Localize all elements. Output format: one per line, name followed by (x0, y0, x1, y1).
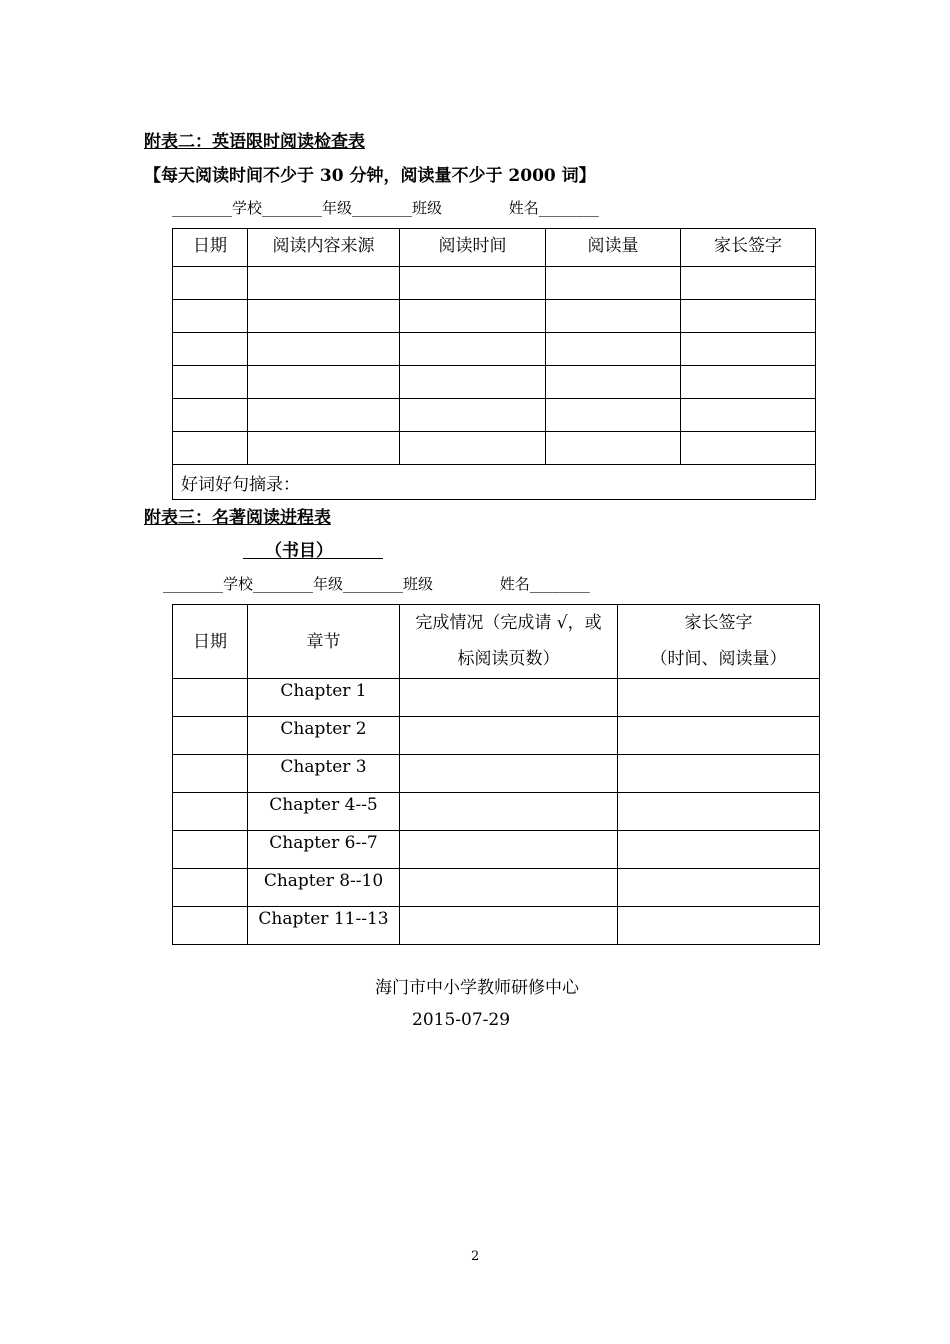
header-date: 日期 (173, 229, 248, 267)
date-cell[interactable] (173, 831, 248, 869)
cell[interactable] (248, 267, 400, 300)
table-row (173, 717, 820, 755)
date-cell[interactable] (173, 755, 248, 793)
cell[interactable] (248, 432, 400, 465)
signature-cell[interactable] (618, 755, 820, 793)
table-row (173, 869, 820, 907)
cell[interactable] (248, 300, 400, 333)
cell[interactable] (173, 333, 248, 366)
header-time: 阅读时间 (400, 229, 546, 267)
notes-cell[interactable] (173, 465, 816, 500)
date-cell[interactable] (173, 679, 248, 717)
header-chapter: 章节 (248, 605, 400, 679)
cell[interactable] (546, 432, 681, 465)
table-row (173, 831, 820, 869)
cell[interactable] (546, 366, 681, 399)
cell[interactable] (681, 333, 816, 366)
table-header-row (173, 605, 820, 679)
date-cell[interactable] (173, 869, 248, 907)
footer-organization: 海门市中小学教师研修中心 (375, 978, 579, 998)
cell[interactable] (400, 333, 546, 366)
section2-requirement: 【每天阅读时间不少于 30 分钟，阅读量不少于 2000 词】 (144, 166, 596, 186)
table-row (173, 267, 816, 300)
cell[interactable] (400, 366, 546, 399)
cell[interactable] (400, 267, 546, 300)
book-label: （书目） (265, 541, 333, 561)
header-completion-line2: 标阅读页数） (457, 649, 560, 669)
cell[interactable] (400, 300, 546, 333)
table-row (173, 907, 820, 945)
cell[interactable] (400, 432, 546, 465)
cell[interactable] (546, 399, 681, 432)
table-row (173, 432, 816, 465)
cell[interactable] (173, 432, 248, 465)
table-row (173, 300, 816, 333)
header-signature-line1: 家长签字 (684, 613, 753, 633)
table-row (173, 793, 820, 831)
notes-label: 好词好句摘录： (181, 474, 300, 495)
date-cell[interactable] (173, 717, 248, 755)
chapter-cell: Chapter 2 (248, 717, 400, 755)
header-signature: 家长签字 (681, 229, 816, 267)
cell[interactable] (173, 267, 248, 300)
cell[interactable] (173, 399, 248, 432)
header-source: 阅读内容来源 (248, 229, 400, 267)
chapter-cell: Chapter 1 (248, 679, 400, 717)
chapter-cell: Chapter 4--5 (248, 793, 400, 831)
table-row (173, 333, 816, 366)
section2-title: 附表二：英语限时阅读检查表 (144, 132, 365, 152)
chapter-cell: Chapter 3 (248, 755, 400, 793)
cell[interactable] (681, 399, 816, 432)
cell[interactable] (681, 366, 816, 399)
signature-cell[interactable] (618, 869, 820, 907)
date-cell[interactable] (173, 907, 248, 945)
cell[interactable] (546, 333, 681, 366)
completion-cell[interactable] (400, 755, 618, 793)
notes-row (173, 465, 816, 500)
reading-check-table (172, 228, 816, 500)
cell[interactable] (681, 267, 816, 300)
table-row (173, 366, 816, 399)
completion-cell[interactable] (400, 679, 618, 717)
header-completion (400, 605, 618, 679)
cell[interactable] (248, 399, 400, 432)
table-row (173, 399, 816, 432)
completion-cell[interactable] (400, 793, 618, 831)
table-header-row (173, 229, 816, 267)
cell[interactable] (681, 432, 816, 465)
cell[interactable] (681, 300, 816, 333)
table-row (173, 679, 820, 717)
cell[interactable] (248, 333, 400, 366)
page-number: 2 (471, 1249, 480, 1264)
section3-info-line: ________学校________年级________班级 姓名________ (163, 575, 590, 593)
chapter-cell: Chapter 6--7 (248, 831, 400, 869)
header-signature-line2: （时间、阅读量） (650, 649, 787, 669)
completion-cell[interactable] (400, 869, 618, 907)
cell[interactable] (546, 267, 681, 300)
header-completion-line1: 完成情况（完成请 √，或 (415, 613, 602, 633)
reading-progress-table (172, 604, 820, 945)
signature-cell[interactable] (618, 717, 820, 755)
cell[interactable] (173, 366, 248, 399)
chapter-cell: Chapter 8--10 (248, 869, 400, 907)
signature-cell[interactable] (618, 793, 820, 831)
section3-title: 附表三：名著阅读进程表 (144, 508, 331, 528)
signature-cell[interactable] (618, 679, 820, 717)
footer-date: 2015-07-29 (412, 1010, 511, 1030)
header-amount: 阅读量 (546, 229, 681, 267)
signature-cell[interactable] (618, 907, 820, 945)
cell[interactable] (248, 366, 400, 399)
cell[interactable] (546, 300, 681, 333)
header-date: 日期 (173, 605, 248, 679)
cell[interactable] (400, 399, 546, 432)
completion-cell[interactable] (400, 831, 618, 869)
section2-info-line: ________学校________年级________班级 姓名________ (172, 199, 599, 217)
table-row (173, 755, 820, 793)
cell[interactable] (173, 300, 248, 333)
header-signature (618, 605, 820, 679)
signature-cell[interactable] (618, 831, 820, 869)
completion-cell[interactable] (400, 717, 618, 755)
completion-cell[interactable] (400, 907, 618, 945)
date-cell[interactable] (173, 793, 248, 831)
book-title-field[interactable] (243, 536, 383, 559)
chapter-cell: Chapter 11--13 (248, 907, 400, 945)
